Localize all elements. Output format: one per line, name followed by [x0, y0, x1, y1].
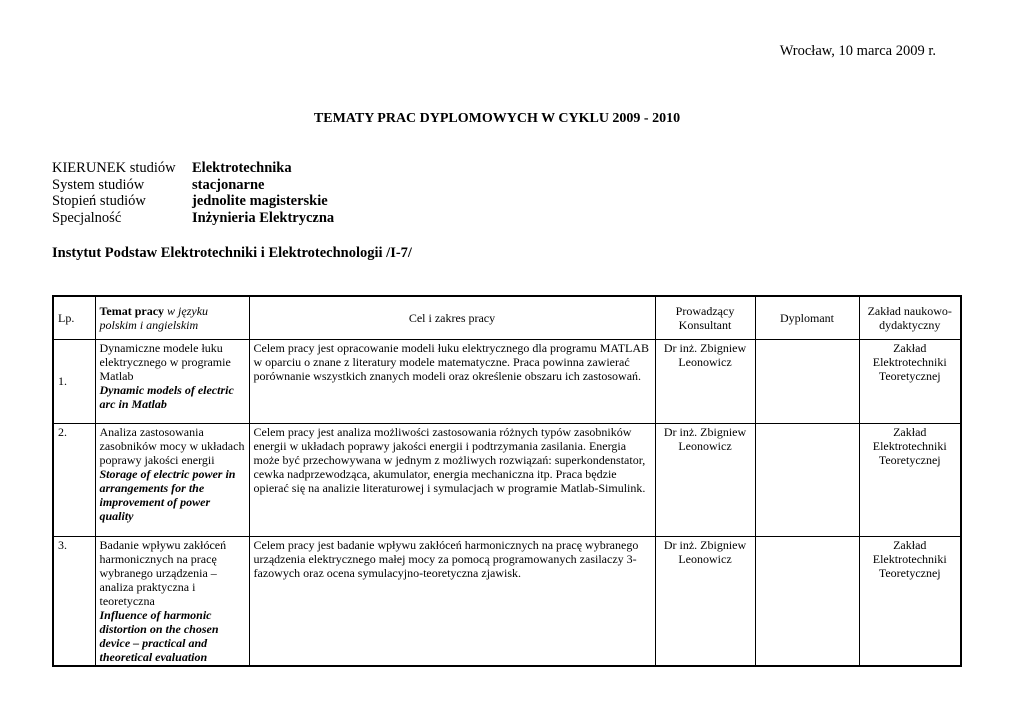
- row-dept: Zakład Elektrotechniki Teoretycznej: [859, 536, 961, 666]
- row-topic: [95, 536, 249, 666]
- row-student: [755, 423, 859, 536]
- meta-row-specialty: [52, 210, 334, 227]
- row-lp: 1.: [53, 339, 95, 423]
- row-lp: 2.: [53, 423, 95, 536]
- meta-label: Stopień studiów: [52, 193, 146, 209]
- meta-label: KIERUNEK studiów: [52, 160, 176, 176]
- meta-value: stacjonarne: [192, 176, 265, 193]
- header-supervisor: Prowadzący Konsultant: [655, 296, 755, 339]
- topic-pl: Badanie wpływu zakłóceń harmonicznych na pracę wybranego urządzenia – analiza praktyczna i teoretyczna: [99, 537, 227, 608]
- meta-value: jednolite magisterskie: [192, 193, 328, 209]
- study-info: [52, 160, 334, 226]
- row-supervisor: Dr inż. Zbigniew Leonowicz: [655, 423, 755, 536]
- topic-pl: Analiza zastosowania zasobników mocy w układach poprawy jakości energii: [99, 424, 245, 467]
- header-topic: [95, 296, 249, 339]
- topic-en: Dynamic models of electric arc in Matlab: [99, 382, 234, 411]
- header-topic-bold: Temat pracy: [99, 303, 165, 318]
- row-supervisor: Dr inż. Zbigniew Leonowicz: [655, 536, 755, 666]
- header-lp: Lp.: [53, 296, 95, 339]
- meta-label: Specjalność: [52, 209, 122, 226]
- topic-pl: Dynamiczne modele łuku elektrycznego w programie Matlab: [99, 340, 231, 383]
- row-goal: Celem pracy jest analiza możliwości zastosowania różnych typów zasobników energii w układach poprawy jakości energii i podtrzymania zasilania. Energia może być przechowywana w jednym z możliwych rozwiązań: superkondenstator, cewka nadprzewodząca, akumulator, energia mechaniczna itp. Praca będzie opierać się na analizie literaturowej i symulacjach w programie Matlab-Simulink.: [249, 423, 655, 536]
- row-student: [755, 339, 859, 423]
- meta-row-system: [52, 177, 334, 194]
- table-row: [53, 423, 961, 536]
- institute-name: Instytut Podstaw Elektrotechniki i Elektrotechnologii /I-7/: [52, 245, 412, 261]
- meta-row-degree: [52, 193, 334, 210]
- row-dept: Zakład Elektrotechniki Teoretycznej: [859, 423, 961, 536]
- row-topic: [95, 339, 249, 423]
- row-goal: Celem pracy jest opracowanie modeli łuku elektrycznego dla programu MATLAB w oparciu o znane z literatury modele matematyczne. Praca powinna zawierać porównanie wszystkich znanych modeli oraz określenie obszaru ich zastosowań.: [249, 339, 655, 423]
- header-dept: Zakład naukowo-dydaktyczny: [859, 296, 961, 339]
- topic-en: Storage of electric power in arrangements for the improvement of power quality: [99, 466, 236, 523]
- meta-value: Elektrotechnika: [192, 160, 292, 176]
- row-student: [755, 536, 859, 666]
- row-dept: Zakład Elektrotechniki Teoretycznej: [859, 339, 961, 423]
- table-header-row: [53, 296, 961, 339]
- document-title: TEMATY PRAC DYPLOMOWYCH W CYKLU 2009 - 2010: [313, 111, 681, 126]
- meta-label: System studiów: [52, 176, 145, 193]
- document-date: Wrocław, 10 marca 2009 r.: [779, 43, 936, 59]
- meta-row-field: [52, 160, 334, 177]
- header-topic-italic-2: polskim i angielskim: [99, 317, 199, 332]
- row-lp: 3.: [53, 536, 95, 666]
- header-topic-italic: w języku: [167, 303, 209, 318]
- row-topic: [95, 423, 249, 536]
- table-row: [53, 339, 961, 423]
- table-row: [53, 536, 961, 666]
- topic-en: Influence of harmonic distortion on the chosen device – practical and theoretical evaluation: [99, 607, 219, 664]
- row-goal: Celem pracy jest badanie wpływu zakłóceń harmonicznych na pracę wybranego urządzenia elektrycznego małej mocy za pomocą programowanych zasilaczy 3-fazowych oraz ocena symulacyjno-teoretyczna zjawisk.: [249, 536, 655, 666]
- header-goal: Cel i zakres pracy: [249, 296, 655, 339]
- topics-table: [52, 295, 962, 667]
- meta-value: Inżynieria Elektryczna: [192, 209, 335, 226]
- header-student: Dyplomant: [755, 296, 859, 339]
- row-supervisor: Dr inż. Zbigniew Leonowicz: [655, 339, 755, 423]
